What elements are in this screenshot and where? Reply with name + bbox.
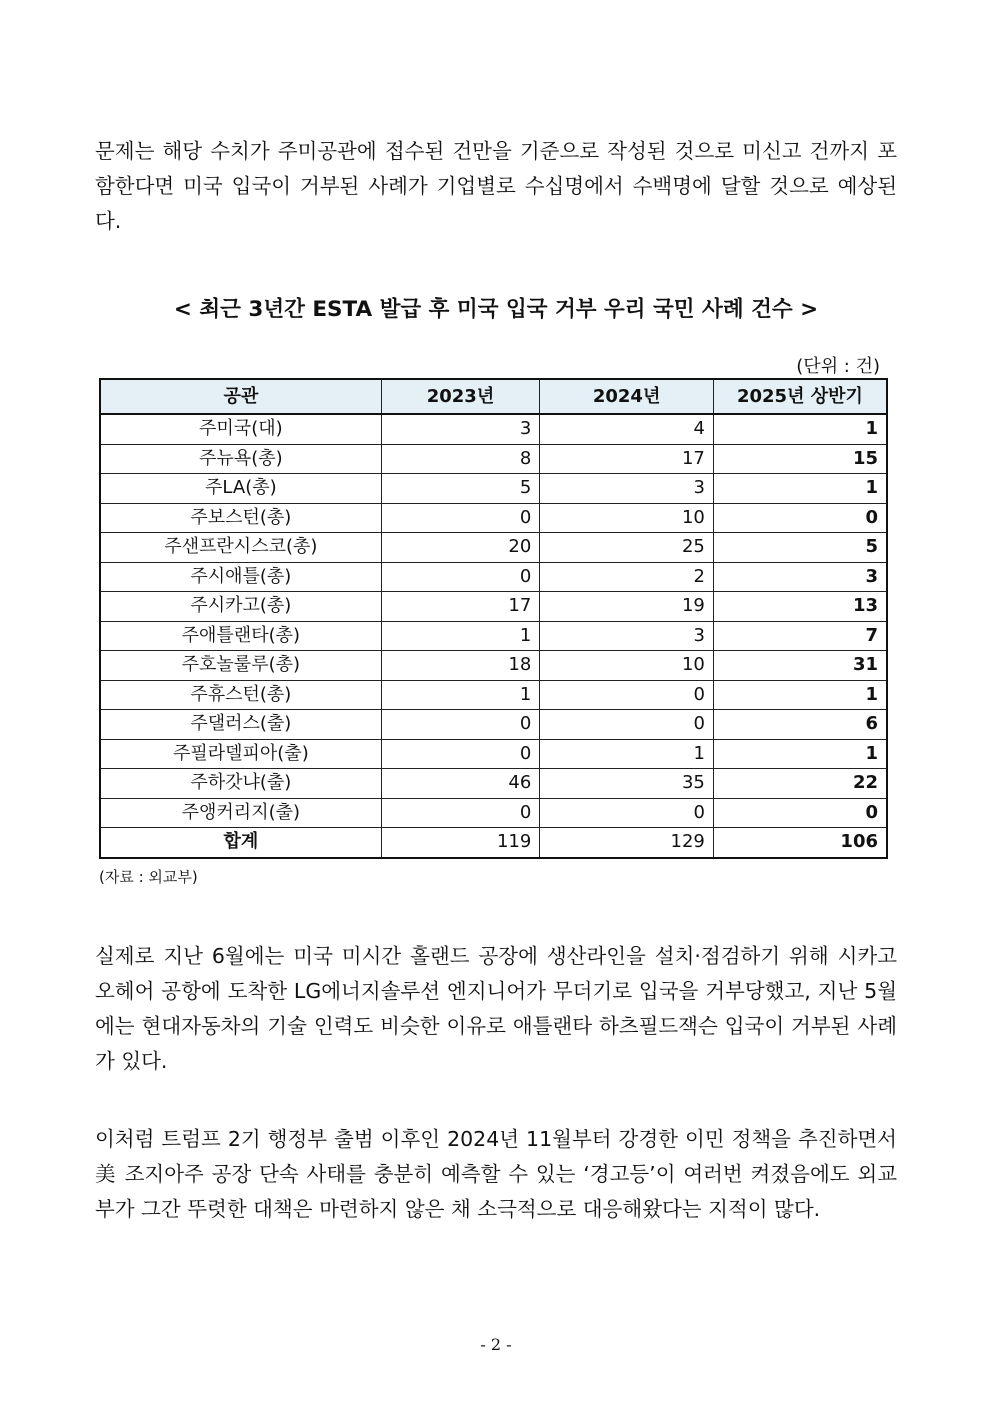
value-2025-h1: 1 — [713, 414, 887, 444]
value-2025-h1: 1 — [713, 739, 887, 769]
table-row — [100, 769, 887, 799]
value-2024: 25 — [540, 533, 714, 563]
page-number: - 2 - — [480, 1335, 512, 1354]
paragraph-2: 실제로 지난 6월에는 미국 미시간 홀랜드 공장에 생산라인을 설치·점검하기 위해 시카고 오헤어 공항에 도착한 LG에너지솔루션 엔지니어가 무더기로 입국을 거부당했고, 지난 5월에는 현대자동차의 기술 인력도 비슷한 이유로 애틀랜타 하츠필드잭슨 입국이 거부된 사례가 있다. — [95, 944, 897, 1073]
value-2023: 18 — [381, 651, 540, 681]
value-2025-h1: 1 — [713, 680, 887, 710]
table-row — [100, 739, 887, 769]
total-2025-h1: 106 — [713, 828, 887, 858]
total-label: 합계 — [100, 828, 381, 858]
mission-name: 주휴스턴(총) — [100, 680, 381, 710]
table-row — [100, 680, 887, 710]
table-title: < 최근 3년간 ESTA 발급 후 미국 입국 거부 우리 국민 사례 건수 > — [173, 297, 819, 322]
value-2024: 3 — [540, 474, 714, 504]
value-2023: 8 — [381, 444, 540, 474]
mission-name: 주앵커리지(출) — [100, 798, 381, 828]
mission-name: 주시카고(총) — [100, 592, 381, 622]
paragraph-1: 문제는 해당 수치가 주미공관에 접수된 건만을 기준으로 작성된 것으로 미신고 건까지 포함한다면 미국 입국이 거부된 사례가 기업별로 수십명에서 수백명에 달할 것으로 예상된다. — [95, 139, 897, 233]
header-2024: 2024년 — [540, 379, 714, 414]
value-2025-h1: 13 — [713, 592, 887, 622]
value-2024: 3 — [540, 621, 714, 651]
value-2023: 5 — [381, 474, 540, 504]
value-2023: 46 — [381, 769, 540, 799]
value-2024: 0 — [540, 680, 714, 710]
value-2024: 17 — [540, 444, 714, 474]
value-2025-h1: 15 — [713, 444, 887, 474]
paragraph-3: 이처럼 트럼프 2기 행정부 출범 이후인 2024년 11월부터 강경한 이민 정책을 추진하면서 美 조지아주 공장 단속 사태를 충분히 예측할 수 있는 ‘경고등’이 여러번 켜졌음에도 외교부가 그간 뚜렷한 대책은 마련하지 않은 채 소극적으로 대응해왔다는 지적이 많다. — [95, 1127, 897, 1221]
value-2024: 2 — [540, 562, 714, 592]
table-row — [100, 533, 887, 563]
mission-name: 주하갓냐(출) — [100, 769, 381, 799]
value-2025-h1: 7 — [713, 621, 887, 651]
mission-name: 주미국(대) — [100, 414, 381, 444]
table-row — [100, 444, 887, 474]
table-row — [100, 592, 887, 622]
value-2023: 0 — [381, 798, 540, 828]
value-2023: 20 — [381, 533, 540, 563]
value-2025-h1: 3 — [713, 562, 887, 592]
value-2023: 0 — [381, 739, 540, 769]
table-row — [100, 798, 887, 828]
table-header-row — [100, 379, 887, 414]
mission-name: 주댈러스(출) — [100, 710, 381, 740]
value-2024: 10 — [540, 503, 714, 533]
value-2025-h1: 0 — [713, 798, 887, 828]
esta-denial-table — [99, 378, 888, 859]
total-row — [100, 828, 887, 858]
value-2025-h1: 5 — [713, 533, 887, 563]
source-note: (자료 : 외교부) — [99, 868, 198, 886]
value-2025-h1: 31 — [713, 651, 887, 681]
table-row — [100, 414, 887, 444]
mission-name: 주샌프란시스코(총) — [100, 533, 381, 563]
mission-name: 주시애틀(총) — [100, 562, 381, 592]
value-2025-h1: 0 — [713, 503, 887, 533]
value-2025-h1: 22 — [713, 769, 887, 799]
mission-name: 주보스턴(총) — [100, 503, 381, 533]
value-2023: 1 — [381, 621, 540, 651]
table-row — [100, 710, 887, 740]
value-2023: 1 — [381, 680, 540, 710]
table-row — [100, 651, 887, 681]
value-2024: 35 — [540, 769, 714, 799]
mission-name: 주호놀룰루(총) — [100, 651, 381, 681]
value-2024: 10 — [540, 651, 714, 681]
mission-name: 주LA(총) — [100, 474, 381, 504]
value-2024: 19 — [540, 592, 714, 622]
header-2023: 2023년 — [381, 379, 540, 414]
value-2023: 0 — [381, 503, 540, 533]
header-mission: 공관 — [100, 379, 381, 414]
unit-label: (단위 : 건) — [796, 356, 880, 377]
header-2025-h1: 2025년 상반기 — [713, 379, 887, 414]
value-2024: 0 — [540, 710, 714, 740]
total-2024: 129 — [540, 828, 714, 858]
value-2025-h1: 6 — [713, 710, 887, 740]
value-2025-h1: 1 — [713, 474, 887, 504]
value-2024: 1 — [540, 739, 714, 769]
mission-name: 주뉴욕(총) — [100, 444, 381, 474]
total-2023: 119 — [381, 828, 540, 858]
table-row — [100, 474, 887, 504]
table-row — [100, 503, 887, 533]
value-2023: 0 — [381, 562, 540, 592]
table-row — [100, 621, 887, 651]
value-2023: 3 — [381, 414, 540, 444]
table-row — [100, 562, 887, 592]
value-2023: 17 — [381, 592, 540, 622]
value-2024: 4 — [540, 414, 714, 444]
mission-name: 주애틀랜타(총) — [100, 621, 381, 651]
value-2024: 0 — [540, 798, 714, 828]
value-2023: 0 — [381, 710, 540, 740]
mission-name: 주필라델피아(출) — [100, 739, 381, 769]
